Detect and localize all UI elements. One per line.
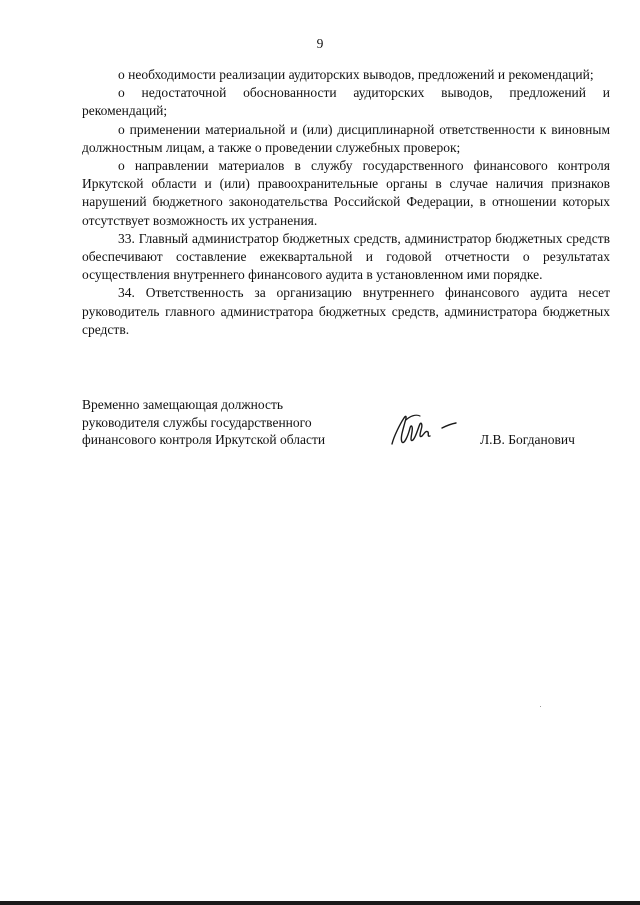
signature-block bbox=[82, 396, 610, 456]
paragraph: о недостаточной обоснованности аудиторских выводов, предложений и рекомендаций; bbox=[82, 85, 610, 119]
signatory-title-line: финансового контроля Иркутской области bbox=[82, 432, 326, 448]
paragraph: о применении материальной и (или) дисциплинарной ответственности к виновным должностным лицам, а также о проведении служебных проверок; bbox=[82, 121, 610, 155]
paragraph-item-33: 33. Главный администратор бюджетных средств, администратор бюджетных средств обеспечивают составление ежеквартальной и годовой отчетности о результатах осуществления внутреннего финансового аудита в установленном ими порядке. bbox=[82, 230, 610, 283]
signatory-name: Л.В. Богданович bbox=[480, 432, 575, 447]
signatory-title-line: руководителя службы государственного bbox=[82, 414, 312, 430]
scan-bottom-edge bbox=[0, 901, 640, 905]
document-body bbox=[82, 66, 610, 339]
handwritten-signature bbox=[386, 406, 466, 450]
scan-speck bbox=[540, 706, 541, 707]
paragraph: о необходимости реализации аудиторских выводов, предложений и рекомендаций; bbox=[118, 67, 594, 82]
signatory-title bbox=[82, 396, 382, 449]
page-number: 9 bbox=[316, 36, 324, 51]
paragraph-item-34: 34. Ответственность за организацию внутреннего финансового аудита несет руководитель главного администратора бюджетных средств, администратора бюджетных средств. bbox=[82, 285, 610, 337]
paragraph: о направлении материалов в службу государственного финансового контроля Иркутской области и (или) правоохранительные органы в случае наличия признаков нарушений бюджетного законодательства Российской Федерации, в отношении которых отсутствует возможность их устранения. bbox=[82, 158, 610, 228]
signatory-title-line: Временно замещающая должность bbox=[82, 397, 284, 412]
